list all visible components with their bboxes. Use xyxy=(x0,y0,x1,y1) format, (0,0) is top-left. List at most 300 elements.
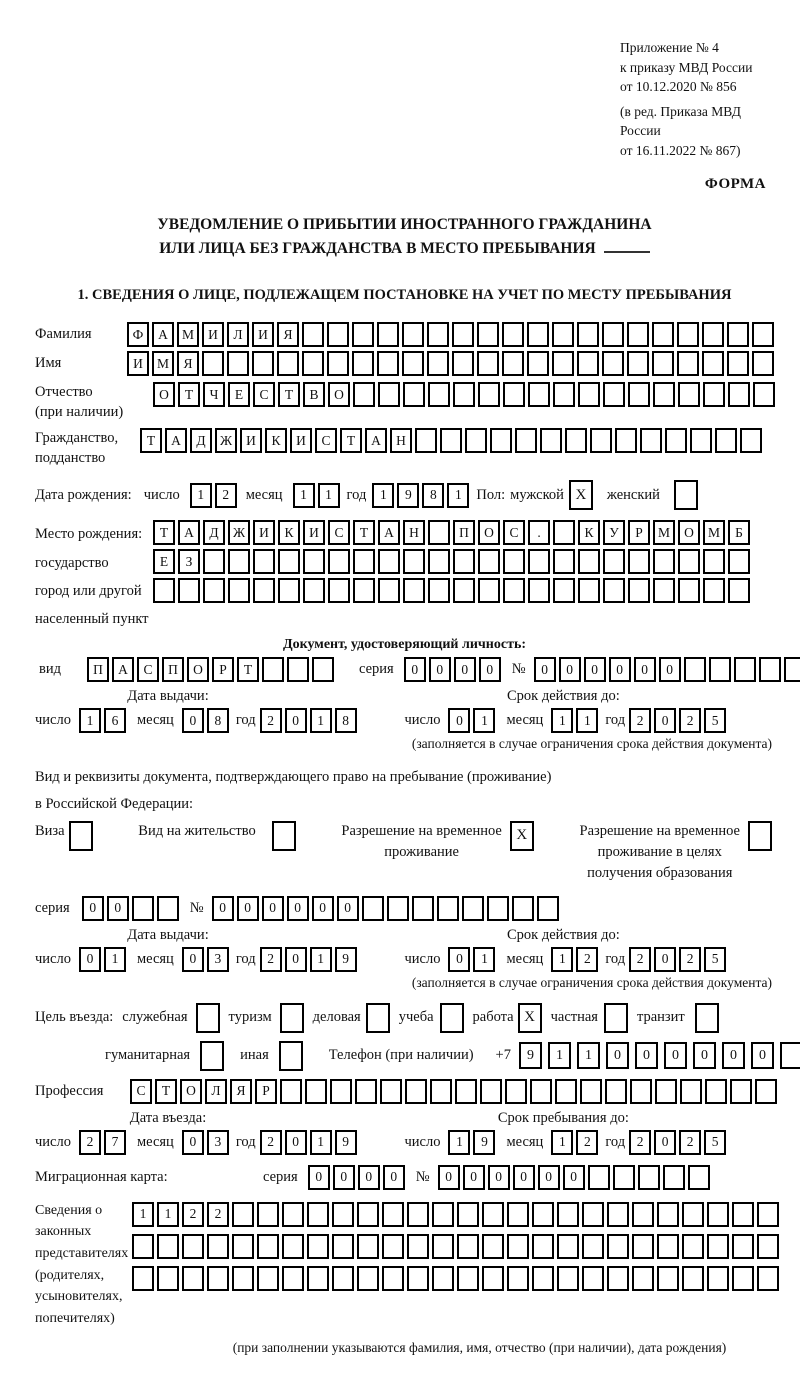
form-cell[interactable] xyxy=(257,1266,279,1291)
form-cell[interactable]: 5 xyxy=(704,708,726,733)
form-cell[interactable]: О xyxy=(478,520,500,545)
doc-issue-year-cells[interactable] xyxy=(260,708,360,733)
form-cell[interactable] xyxy=(227,351,249,376)
form-cell[interactable] xyxy=(627,322,649,347)
form-cell[interactable] xyxy=(757,1266,779,1291)
form-cell[interactable] xyxy=(482,1266,504,1291)
birth-year-cells[interactable] xyxy=(372,483,472,508)
purpose-tourism-checkbox[interactable] xyxy=(280,1003,304,1033)
phone-cells[interactable] xyxy=(519,1042,800,1069)
form-cell[interactable]: М xyxy=(703,520,725,545)
form-cell[interactable] xyxy=(532,1202,554,1227)
form-cell[interactable]: 1 xyxy=(190,483,212,508)
purpose-other-checkbox[interactable] xyxy=(279,1041,303,1071)
form-cell[interactable] xyxy=(452,351,474,376)
form-cell[interactable]: С xyxy=(137,657,159,682)
form-cell[interactable]: 2 xyxy=(182,1202,204,1227)
form-cell[interactable]: Н xyxy=(403,520,425,545)
form-cell[interactable] xyxy=(157,1234,179,1259)
form-cell[interactable] xyxy=(332,1234,354,1259)
form-cell[interactable] xyxy=(527,351,549,376)
form-cell[interactable]: 0 xyxy=(308,1165,330,1190)
form-cell[interactable] xyxy=(732,1234,754,1259)
form-cell[interactable] xyxy=(453,578,475,603)
form-cell[interactable]: 1 xyxy=(79,708,101,733)
form-cell[interactable] xyxy=(678,549,700,574)
sex-male-checkbox[interactable]: X xyxy=(569,480,593,510)
form-cell[interactable]: 8 xyxy=(207,708,229,733)
form-cell[interactable] xyxy=(578,382,600,407)
form-cell[interactable] xyxy=(682,1234,704,1259)
sex-female-checkbox[interactable] xyxy=(674,480,698,510)
form-cell[interactable] xyxy=(703,549,725,574)
form-cell[interactable] xyxy=(403,549,425,574)
form-cell[interactable]: Р xyxy=(255,1079,277,1104)
representatives-row3-cells[interactable] xyxy=(132,1266,782,1291)
form-cell[interactable]: И xyxy=(303,520,325,545)
form-cell[interactable]: 0 xyxy=(584,657,606,682)
stay-year-cells[interactable] xyxy=(629,1130,729,1155)
form-cell[interactable] xyxy=(603,578,625,603)
purpose-official-checkbox[interactable] xyxy=(196,1003,220,1033)
form-cell[interactable] xyxy=(402,322,424,347)
form-cell[interactable] xyxy=(432,1202,454,1227)
purpose-study-checkbox[interactable] xyxy=(440,1003,464,1033)
form-cell[interactable] xyxy=(477,351,499,376)
form-cell[interactable] xyxy=(553,520,575,545)
form-cell[interactable]: 9 xyxy=(335,1130,357,1155)
form-cell[interactable]: 0 xyxy=(287,896,309,921)
form-cell[interactable]: 0 xyxy=(429,657,451,682)
form-cell[interactable] xyxy=(232,1266,254,1291)
form-cell[interactable] xyxy=(357,1202,379,1227)
form-cell[interactable] xyxy=(578,549,600,574)
form-cell[interactable]: 0 xyxy=(285,1130,307,1155)
form-cell[interactable]: О xyxy=(187,657,209,682)
form-cell[interactable]: Ч xyxy=(203,382,225,407)
entry-month-cells[interactable] xyxy=(182,1130,232,1155)
form-cell[interactable] xyxy=(262,657,284,682)
form-cell[interactable]: 0 xyxy=(383,1165,405,1190)
form-cell[interactable] xyxy=(382,1234,404,1259)
form-cell[interactable] xyxy=(178,578,200,603)
form-cell[interactable] xyxy=(502,322,524,347)
form-cell[interactable] xyxy=(527,322,549,347)
form-cell[interactable] xyxy=(328,549,350,574)
form-cell[interactable] xyxy=(432,1234,454,1259)
form-cell[interactable]: 1 xyxy=(548,1042,571,1069)
form-cell[interactable]: 8 xyxy=(335,708,357,733)
form-cell[interactable] xyxy=(627,351,649,376)
representatives-row1-cells[interactable] xyxy=(132,1202,782,1227)
form-cell[interactable] xyxy=(252,351,274,376)
form-cell[interactable]: З xyxy=(178,549,200,574)
form-cell[interactable] xyxy=(403,382,425,407)
form-cell[interactable] xyxy=(628,549,650,574)
form-cell[interactable]: 0 xyxy=(606,1042,629,1069)
form-cell[interactable] xyxy=(728,578,750,603)
form-cell[interactable] xyxy=(278,549,300,574)
form-cell[interactable] xyxy=(757,1202,779,1227)
form-cell[interactable] xyxy=(402,351,424,376)
form-cell[interactable]: 0 xyxy=(312,896,334,921)
form-cell[interactable]: 1 xyxy=(551,1130,573,1155)
form-cell[interactable] xyxy=(407,1234,429,1259)
form-cell[interactable]: 1 xyxy=(157,1202,179,1227)
form-cell[interactable] xyxy=(552,322,574,347)
form-cell[interactable] xyxy=(553,382,575,407)
form-cell[interactable] xyxy=(630,1079,652,1104)
form-cell[interactable]: С xyxy=(253,382,275,407)
form-cell[interactable]: 0 xyxy=(212,896,234,921)
form-cell[interactable]: 0 xyxy=(659,657,681,682)
form-cell[interactable]: Т xyxy=(140,428,162,453)
form-cell[interactable]: И xyxy=(202,322,224,347)
form-cell[interactable]: С xyxy=(130,1079,152,1104)
form-cell[interactable] xyxy=(703,382,725,407)
form-cell[interactable]: 0 xyxy=(262,896,284,921)
form-cell[interactable] xyxy=(757,1234,779,1259)
doc-number-cells[interactable] xyxy=(534,657,800,682)
form-cell[interactable]: Я xyxy=(230,1079,252,1104)
form-cell[interactable]: М xyxy=(152,351,174,376)
form-cell[interactable] xyxy=(557,1234,579,1259)
form-cell[interactable]: 0 xyxy=(285,947,307,972)
form-cell[interactable] xyxy=(727,351,749,376)
form-cell[interactable] xyxy=(730,1079,752,1104)
form-cell[interactable]: 0 xyxy=(448,708,470,733)
form-cell[interactable]: С xyxy=(503,520,525,545)
form-cell[interactable] xyxy=(382,1266,404,1291)
form-cell[interactable]: О xyxy=(678,520,700,545)
form-cell[interactable] xyxy=(312,657,334,682)
form-cell[interactable]: 0 xyxy=(488,1165,510,1190)
form-cell[interactable] xyxy=(490,428,512,453)
form-cell[interactable] xyxy=(480,1079,502,1104)
form-cell[interactable]: 0 xyxy=(559,657,581,682)
form-cell[interactable] xyxy=(355,1079,377,1104)
form-cell[interactable] xyxy=(690,428,712,453)
form-cell[interactable] xyxy=(540,428,562,453)
form-cell[interactable] xyxy=(253,578,275,603)
residence-permit-checkbox[interactable] xyxy=(272,821,296,851)
form-cell[interactable] xyxy=(557,1202,579,1227)
form-cell[interactable] xyxy=(628,382,650,407)
form-cell[interactable]: 0 xyxy=(448,947,470,972)
form-cell[interactable] xyxy=(377,322,399,347)
form-cell[interactable] xyxy=(682,1202,704,1227)
residence-expiry-year-cells[interactable] xyxy=(629,947,729,972)
form-cell[interactable]: И xyxy=(127,351,149,376)
form-cell[interactable] xyxy=(277,351,299,376)
form-cell[interactable] xyxy=(428,382,450,407)
form-cell[interactable]: О xyxy=(153,382,175,407)
form-cell[interactable] xyxy=(557,1266,579,1291)
form-cell[interactable] xyxy=(427,351,449,376)
form-cell[interactable] xyxy=(577,322,599,347)
birth-day-cells[interactable] xyxy=(190,483,240,508)
form-cell[interactable] xyxy=(553,549,575,574)
form-cell[interactable] xyxy=(377,351,399,376)
form-cell[interactable] xyxy=(780,1042,800,1069)
form-cell[interactable]: 0 xyxy=(182,1130,204,1155)
form-cell[interactable] xyxy=(437,896,459,921)
form-cell[interactable] xyxy=(578,578,600,603)
form-cell[interactable] xyxy=(607,1234,629,1259)
form-cell[interactable]: 1 xyxy=(473,947,495,972)
form-cell[interactable] xyxy=(503,549,525,574)
form-cell[interactable]: 6 xyxy=(104,708,126,733)
citizenship-cells[interactable] xyxy=(140,428,765,453)
form-cell[interactable]: 1 xyxy=(104,947,126,972)
form-cell[interactable]: 2 xyxy=(79,1130,101,1155)
form-cell[interactable] xyxy=(412,896,434,921)
form-cell[interactable] xyxy=(353,382,375,407)
form-cell[interactable] xyxy=(657,1234,679,1259)
form-cell[interactable]: 2 xyxy=(629,947,651,972)
form-cell[interactable] xyxy=(734,657,756,682)
form-cell[interactable]: 0 xyxy=(333,1165,355,1190)
form-cell[interactable] xyxy=(727,322,749,347)
form-cell[interactable] xyxy=(282,1202,304,1227)
form-cell[interactable]: 0 xyxy=(654,947,676,972)
birth-place-row2-cells[interactable] xyxy=(153,549,753,574)
form-cell[interactable] xyxy=(528,578,550,603)
form-cell[interactable] xyxy=(603,549,625,574)
form-cell[interactable]: 0 xyxy=(237,896,259,921)
form-cell[interactable] xyxy=(207,1266,229,1291)
edu-residence-checkbox[interactable] xyxy=(748,821,772,851)
form-cell[interactable]: П xyxy=(87,657,109,682)
form-cell[interactable] xyxy=(784,657,800,682)
form-cell[interactable]: 0 xyxy=(463,1165,485,1190)
form-cell[interactable]: Е xyxy=(228,382,250,407)
form-cell[interactable] xyxy=(202,351,224,376)
doc-expiry-month-cells[interactable] xyxy=(551,708,601,733)
form-cell[interactable]: О xyxy=(328,382,350,407)
form-cell[interactable] xyxy=(362,896,384,921)
form-cell[interactable]: 0 xyxy=(182,947,204,972)
form-cell[interactable]: И xyxy=(252,322,274,347)
form-cell[interactable] xyxy=(628,578,650,603)
form-cell[interactable]: А xyxy=(165,428,187,453)
birth-place-row3-cells[interactable] xyxy=(153,578,753,603)
form-cell[interactable] xyxy=(688,1165,710,1190)
form-cell[interactable] xyxy=(487,896,509,921)
form-cell[interactable]: 5 xyxy=(704,1130,726,1155)
form-cell[interactable] xyxy=(378,382,400,407)
patronymic-cells[interactable] xyxy=(153,382,778,407)
form-cell[interactable] xyxy=(327,351,349,376)
form-cell[interactable]: 2 xyxy=(260,708,282,733)
doc-expiry-day-cells[interactable] xyxy=(448,708,498,733)
form-cell[interactable]: 0 xyxy=(664,1042,687,1069)
form-cell[interactable] xyxy=(603,382,625,407)
form-cell[interactable] xyxy=(407,1202,429,1227)
form-cell[interactable] xyxy=(684,657,706,682)
form-cell[interactable]: К xyxy=(265,428,287,453)
form-cell[interactable] xyxy=(640,428,662,453)
migration-series-cells[interactable] xyxy=(308,1165,408,1190)
form-cell[interactable] xyxy=(353,549,375,574)
form-cell[interactable] xyxy=(328,578,350,603)
doc-issue-day-cells[interactable] xyxy=(79,708,129,733)
form-cell[interactable] xyxy=(303,549,325,574)
form-cell[interactable] xyxy=(387,896,409,921)
birth-place-row1-cells[interactable] xyxy=(153,520,753,545)
form-cell[interactable] xyxy=(740,428,762,453)
form-cell[interactable] xyxy=(303,578,325,603)
form-cell[interactable] xyxy=(753,382,775,407)
form-cell[interactable] xyxy=(457,1234,479,1259)
form-cell[interactable] xyxy=(752,322,774,347)
residence-expiry-day-cells[interactable] xyxy=(448,947,498,972)
form-cell[interactable] xyxy=(709,657,731,682)
form-cell[interactable] xyxy=(582,1202,604,1227)
stay-month-cells[interactable] xyxy=(551,1130,601,1155)
form-cell[interactable]: О xyxy=(180,1079,202,1104)
form-cell[interactable] xyxy=(677,322,699,347)
form-cell[interactable]: С xyxy=(328,520,350,545)
form-cell[interactable] xyxy=(153,578,175,603)
form-cell[interactable] xyxy=(428,520,450,545)
profession-cells[interactable] xyxy=(130,1079,780,1104)
form-cell[interactable] xyxy=(528,549,550,574)
purpose-private-checkbox[interactable] xyxy=(604,1003,628,1033)
form-cell[interactable] xyxy=(282,1266,304,1291)
form-cell[interactable] xyxy=(307,1266,329,1291)
form-cell[interactable] xyxy=(530,1079,552,1104)
form-cell[interactable]: М xyxy=(653,520,675,545)
form-cell[interactable]: 1 xyxy=(473,708,495,733)
form-cell[interactable]: Т xyxy=(340,428,362,453)
form-cell[interactable] xyxy=(352,322,374,347)
form-cell[interactable]: С xyxy=(315,428,337,453)
form-cell[interactable]: А xyxy=(178,520,200,545)
form-cell[interactable] xyxy=(602,351,624,376)
entry-day-cells[interactable] xyxy=(79,1130,129,1155)
form-cell[interactable]: 1 xyxy=(372,483,394,508)
form-cell[interactable]: 0 xyxy=(285,708,307,733)
form-cell[interactable] xyxy=(432,1266,454,1291)
form-cell[interactable] xyxy=(428,549,450,574)
form-cell[interactable]: 0 xyxy=(337,896,359,921)
form-cell[interactable] xyxy=(632,1202,654,1227)
form-cell[interactable]: Р xyxy=(212,657,234,682)
form-cell[interactable]: 0 xyxy=(82,896,104,921)
form-cell[interactable] xyxy=(632,1234,654,1259)
form-cell[interactable] xyxy=(282,1234,304,1259)
form-cell[interactable]: И xyxy=(290,428,312,453)
form-cell[interactable]: А xyxy=(365,428,387,453)
form-cell[interactable] xyxy=(203,549,225,574)
form-cell[interactable] xyxy=(382,1202,404,1227)
form-cell[interactable]: А xyxy=(378,520,400,545)
form-cell[interactable] xyxy=(588,1165,610,1190)
form-cell[interactable]: 2 xyxy=(576,947,598,972)
form-cell[interactable] xyxy=(478,578,500,603)
form-cell[interactable] xyxy=(228,549,250,574)
form-cell[interactable] xyxy=(657,1266,679,1291)
form-cell[interactable]: К xyxy=(278,520,300,545)
form-cell[interactable]: 0 xyxy=(534,657,556,682)
form-cell[interactable] xyxy=(403,578,425,603)
form-cell[interactable] xyxy=(357,1234,379,1259)
form-cell[interactable]: Е xyxy=(153,549,175,574)
form-cell[interactable]: 2 xyxy=(679,1130,701,1155)
form-cell[interactable] xyxy=(465,428,487,453)
form-cell[interactable] xyxy=(232,1234,254,1259)
form-cell[interactable]: 2 xyxy=(679,708,701,733)
form-cell[interactable] xyxy=(732,1266,754,1291)
form-cell[interactable]: 0 xyxy=(79,947,101,972)
temp-residence-checkbox[interactable]: X xyxy=(510,821,534,851)
form-cell[interactable]: 8 xyxy=(422,483,444,508)
form-cell[interactable] xyxy=(157,896,179,921)
form-cell[interactable] xyxy=(755,1079,777,1104)
form-cell[interactable]: 1 xyxy=(318,483,340,508)
form-cell[interactable]: 0 xyxy=(693,1042,716,1069)
form-cell[interactable]: 3 xyxy=(207,1130,229,1155)
form-cell[interactable]: 5 xyxy=(704,947,726,972)
birth-month-cells[interactable] xyxy=(293,483,343,508)
form-cell[interactable]: Я xyxy=(277,322,299,347)
form-cell[interactable]: У xyxy=(603,520,625,545)
form-cell[interactable] xyxy=(537,896,559,921)
form-cell[interactable] xyxy=(759,657,781,682)
form-cell[interactable]: 9 xyxy=(519,1042,542,1069)
form-cell[interactable]: 1 xyxy=(576,708,598,733)
form-cell[interactable] xyxy=(577,351,599,376)
form-cell[interactable]: Ж xyxy=(228,520,250,545)
form-cell[interactable] xyxy=(132,896,154,921)
form-cell[interactable]: 2 xyxy=(215,483,237,508)
form-cell[interactable] xyxy=(430,1079,452,1104)
form-cell[interactable]: А xyxy=(112,657,134,682)
form-cell[interactable] xyxy=(678,382,700,407)
form-cell[interactable] xyxy=(580,1079,602,1104)
form-cell[interactable] xyxy=(653,578,675,603)
form-cell[interactable]: Р xyxy=(628,520,650,545)
form-cell[interactable] xyxy=(415,428,437,453)
form-cell[interactable]: Н xyxy=(390,428,412,453)
form-cell[interactable]: 9 xyxy=(473,1130,495,1155)
form-cell[interactable]: М xyxy=(177,322,199,347)
doc-series-cells[interactable] xyxy=(404,657,504,682)
form-cell[interactable] xyxy=(503,382,525,407)
purpose-business-checkbox[interactable] xyxy=(366,1003,390,1033)
form-cell[interactable]: Т xyxy=(178,382,200,407)
form-cell[interactable] xyxy=(482,1202,504,1227)
form-cell[interactable]: 7 xyxy=(104,1130,126,1155)
form-cell[interactable]: 0 xyxy=(438,1165,460,1190)
form-cell[interactable] xyxy=(357,1266,379,1291)
form-cell[interactable] xyxy=(203,578,225,603)
residence-issue-day-cells[interactable] xyxy=(79,947,129,972)
purpose-humanitarian-checkbox[interactable] xyxy=(200,1041,224,1071)
form-cell[interactable] xyxy=(302,322,324,347)
form-cell[interactable]: 0 xyxy=(751,1042,774,1069)
form-cell[interactable] xyxy=(132,1266,154,1291)
given-name-cells[interactable] xyxy=(127,351,777,376)
surname-cells[interactable] xyxy=(127,322,777,347)
form-cell[interactable] xyxy=(452,322,474,347)
form-cell[interactable]: 0 xyxy=(107,896,129,921)
form-cell[interactable] xyxy=(478,382,500,407)
form-cell[interactable]: 2 xyxy=(260,1130,282,1155)
representatives-row2-cells[interactable] xyxy=(132,1234,782,1259)
form-cell[interactable] xyxy=(607,1202,629,1227)
